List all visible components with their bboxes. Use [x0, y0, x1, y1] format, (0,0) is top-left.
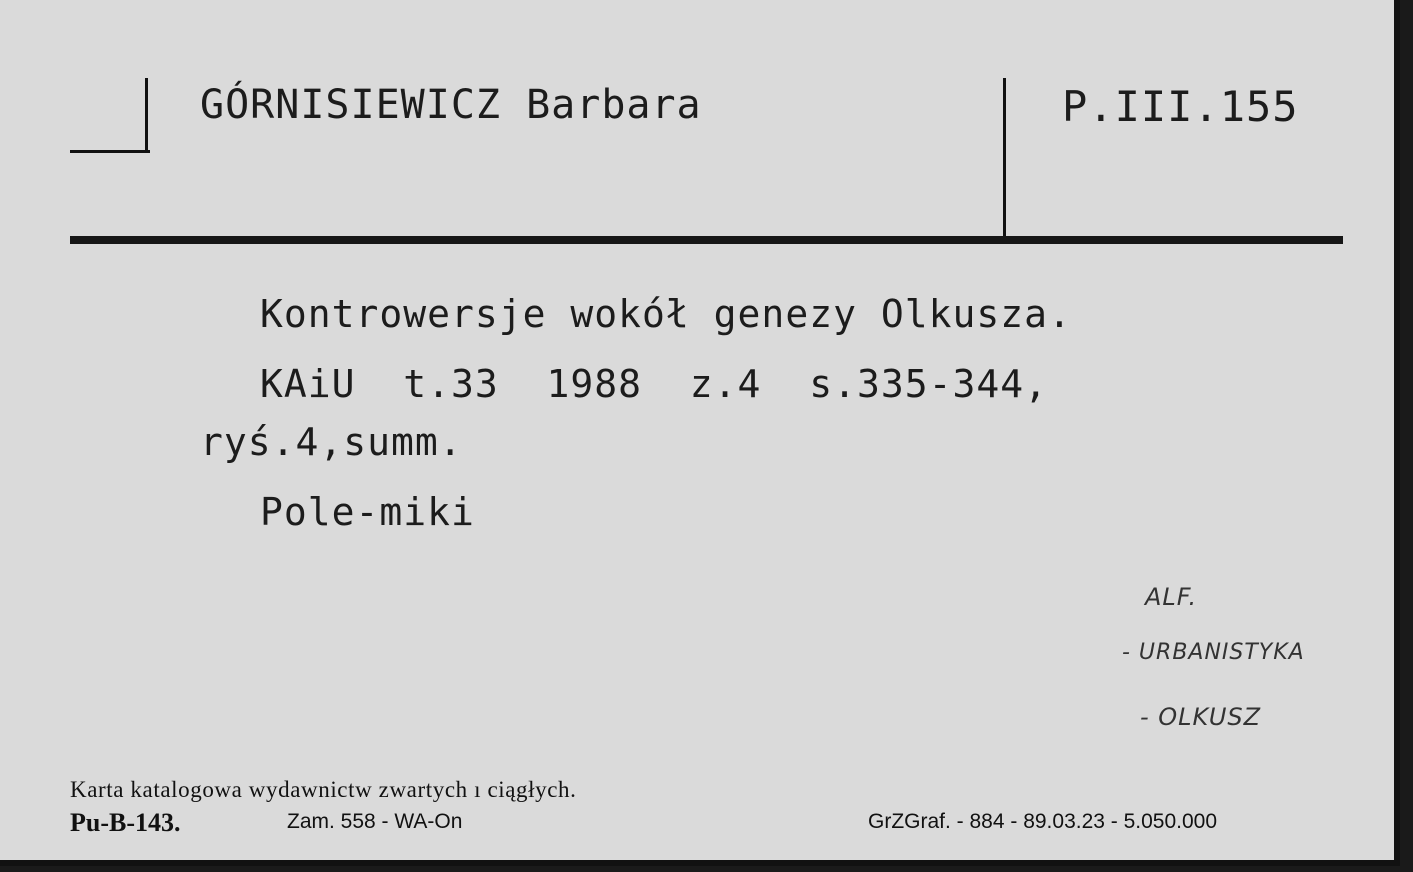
call-number: P.III.155 [1062, 82, 1299, 131]
corner-mark-horizontal [70, 150, 150, 153]
entry-category: Pole-miki [260, 490, 475, 534]
header-rule [70, 236, 1343, 244]
footer-form-code: Pu-B-143. [70, 808, 181, 837]
footer-caption: Karta katalogowa wydawnictw zwartych ı ciągłych. [70, 777, 577, 802]
header-divider [1003, 78, 1006, 240]
footer-order: Zam. 558 - WA-On [287, 810, 463, 833]
handwritten-note-2: - URBANISTYKA [1122, 640, 1305, 665]
author-name: GÓRNISIEWICZ Barbara [200, 82, 702, 128]
entry-source-line1: KAiU t.33 1988 z.4 s.335-344, [260, 362, 1048, 406]
footer-printer: GrZGraf. - 884 - 89.03.23 - 5.050.000 [868, 810, 1218, 833]
entry-title: Kontrowersje wokół genezy Olkusza. [260, 292, 1072, 336]
entry-source-line2: ryś.4,summ. [200, 420, 463, 464]
handwritten-note-3: - OLKUSZ [1140, 703, 1262, 731]
handwritten-note-1: ALF. [1145, 583, 1198, 611]
corner-mark-vertical [145, 78, 148, 152]
